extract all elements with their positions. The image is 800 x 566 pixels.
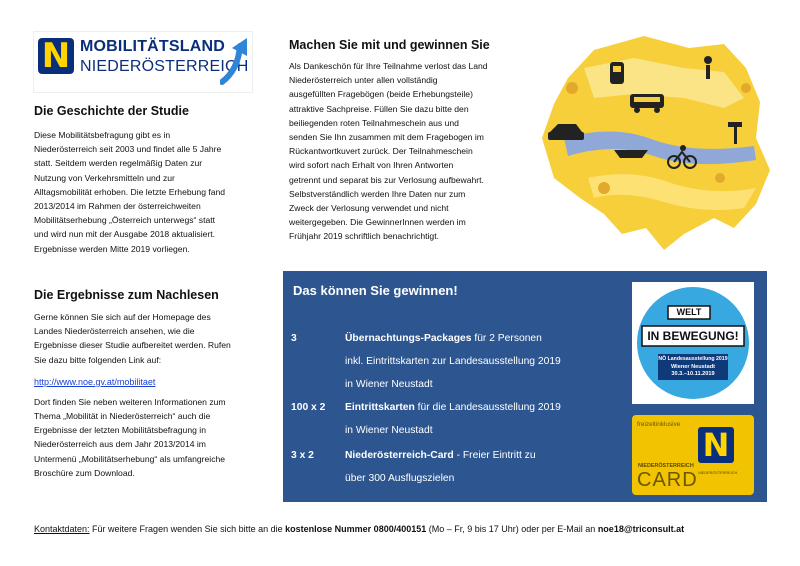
text-line: statt. Seitdem werden regelmäßig Daten zur [34, 158, 203, 169]
text-line: 2013/2014 im Rahmen der österreichweiten [34, 201, 201, 212]
logo-line1: MOBILITÄTSLAND [80, 38, 226, 55]
prize-count: 100 x 2 [291, 402, 326, 413]
logo-n-badge: N [38, 38, 74, 74]
prize-title: Das können Sie gewinnen! [293, 283, 458, 298]
text-line: Untermenü „Mobilitätserhebung“ als umfangreiche [34, 453, 226, 464]
raffle-body [289, 59, 513, 244]
prize-name: Niederösterreich-Card [345, 450, 454, 461]
card-n-badge: N [698, 427, 734, 463]
text-line: Niederösterreich unter allen vollständig [289, 75, 438, 86]
text-line: Thema „Mobilität in Niederösterreich“ auch die [34, 411, 211, 422]
prize-line: über 300 Ausflugszielen [345, 473, 455, 484]
text-line: Frühjahr 2019 schriftlich benachrichtigt. [289, 231, 439, 242]
text-line: getrennt und separat bis zur Verlosung aufbewahrt. [289, 174, 484, 185]
raffle-section [289, 38, 513, 244]
card-label: NIEDERÖSTERREICH [638, 463, 694, 469]
noe-card [632, 415, 754, 495]
text-line: Broschüre zum Download. [34, 467, 135, 478]
text-line: Nutzung von Verkehrsmitteln und zur [34, 172, 175, 183]
text-line: Diese Mobilitätsbefragung gibt es in [34, 130, 171, 140]
prize-detail: für 2 Personen [471, 333, 542, 344]
text-line: und wird nun mit der Ausgabe 2018 aktualisiert. [34, 229, 216, 240]
text-line: weitergegeben. Die GewinnerInnen werden im [289, 217, 466, 228]
arrow-icon [220, 36, 250, 86]
text-line: Selbstverständlich werden Ihre Daten nur zum [289, 188, 466, 199]
contact-footer [34, 524, 684, 534]
logo-line2: NIEDERÖSTERREICH [80, 58, 249, 75]
results-body-b [34, 395, 254, 480]
text-line: ausgefüllten Fragebögen (beide Erhebungsteile) [289, 89, 473, 100]
logo [34, 32, 252, 92]
text-line: attraktive Sachpreise. Füllen Sie dazu bitte den [289, 103, 469, 114]
results-section [34, 288, 254, 480]
text-line: Ergebnisse werden Mitte 2019 vorliegen. [34, 243, 190, 254]
text-line: Als Dankeschön für Ihre Teilnahme verlost das Land [289, 61, 488, 71]
prize-name: Übernachtungs-Packages [345, 333, 472, 344]
lower-austria-map-illustration [524, 28, 780, 254]
text-line: Sie dazu bitte folgenden Link auf: [34, 354, 162, 365]
results-title: Die Ergebnisse zum Nachlesen [34, 288, 219, 302]
contact-phone: kostenlose Nummer 0800/400151 [285, 524, 427, 534]
prize-name: Eintrittskarten [345, 402, 415, 413]
prize-item [345, 327, 645, 396]
text-line: Dort finden Sie neben weiteren Informationen zum [34, 396, 226, 407]
text-line: Niederösterreich aus dem Jahr 2013/2014 im [34, 439, 206, 450]
text-line: Ergebnisse dieser Studie aufbereitet werden. Rufen [34, 340, 231, 351]
contact-text: (Mo – Fr, 9 bis 17 Uhr) oder per E-Mail an [426, 524, 598, 534]
contact-email[interactable]: noe18@triconsult.at [597, 524, 685, 534]
prize-count: 3 x 2 [291, 450, 314, 461]
text-line: wird sofort nach Erhalt von Ihren Antworten [289, 160, 454, 171]
text-line: Rückantwortkuvert zurück. Der Teilnahmeschein [289, 146, 473, 157]
prize-detail: - Freier Eintritt zu [453, 450, 536, 461]
text-line: Mobilitätserhebung „Österreich unterwegs“ statt [34, 215, 216, 226]
history-section [34, 104, 254, 256]
text-line: Niederösterreich seit 2003 und findet alle 5 Jahre [34, 144, 222, 155]
sticker-city: Wiener Neustadt [670, 364, 716, 370]
text-line: Ergebnisse der letzten Mobilitätsbefragung in [34, 425, 206, 436]
tram-icon [610, 62, 624, 84]
card-top: freizeitinklusive [637, 421, 681, 428]
contact-label: Kontaktdaten: [34, 524, 90, 534]
prize-count: 3 [291, 333, 297, 344]
text-line: Landes Niederösterreich ansehen, wie die [34, 326, 195, 337]
prize-line: in Wiener Neustadt [345, 379, 433, 390]
prize-item [345, 396, 645, 442]
prize-line: inkl. Eintrittskarten zur Landesausstellung 2019 [345, 356, 561, 367]
sticker-welt: WELT [676, 307, 702, 317]
history-body [34, 128, 254, 256]
results-link[interactable]: http://www.noe.gv.at/mobilitaet [34, 376, 156, 387]
text-line: Gerne können Sie sich auf der Homepage des [34, 312, 211, 322]
prize-line: in Wiener Neustadt [345, 425, 433, 436]
results-body-a [34, 310, 254, 367]
sticker-in-bewegung: IN BEWEGUNG! [647, 329, 739, 343]
card-small: NIEDERÖSTERREICH [698, 471, 738, 475]
prize-item [345, 444, 645, 490]
raffle-title: Machen Sie mit und gewinnen Sie [289, 38, 490, 52]
exhibition-sticker [632, 282, 754, 404]
card-word: CARD [637, 469, 698, 491]
text-line: beiliegenden roten Teilnahmeschein aus und [289, 117, 459, 128]
text-line: senden Sie Ihn zusammen mit dem Fragebogen im [289, 132, 484, 143]
contact-text: Für weitere Fragen wenden Sie sich bitte an die [89, 524, 286, 534]
sticker-dates: 30.3.–10.11.2019 [671, 371, 715, 377]
history-title: Die Geschichte der Studie [34, 104, 189, 118]
text-line: Zweck der Verlosung verwendet und nicht [289, 203, 449, 214]
prize-detail: für die Landesausstellung 2019 [414, 402, 561, 413]
text-line: Alltagsmobilität erhoben. Die letzte Erhebung fand [34, 186, 226, 197]
sticker-sub: NÖ Landesausstellung 2019 [658, 356, 728, 362]
sticker-circle-icon [632, 282, 754, 404]
